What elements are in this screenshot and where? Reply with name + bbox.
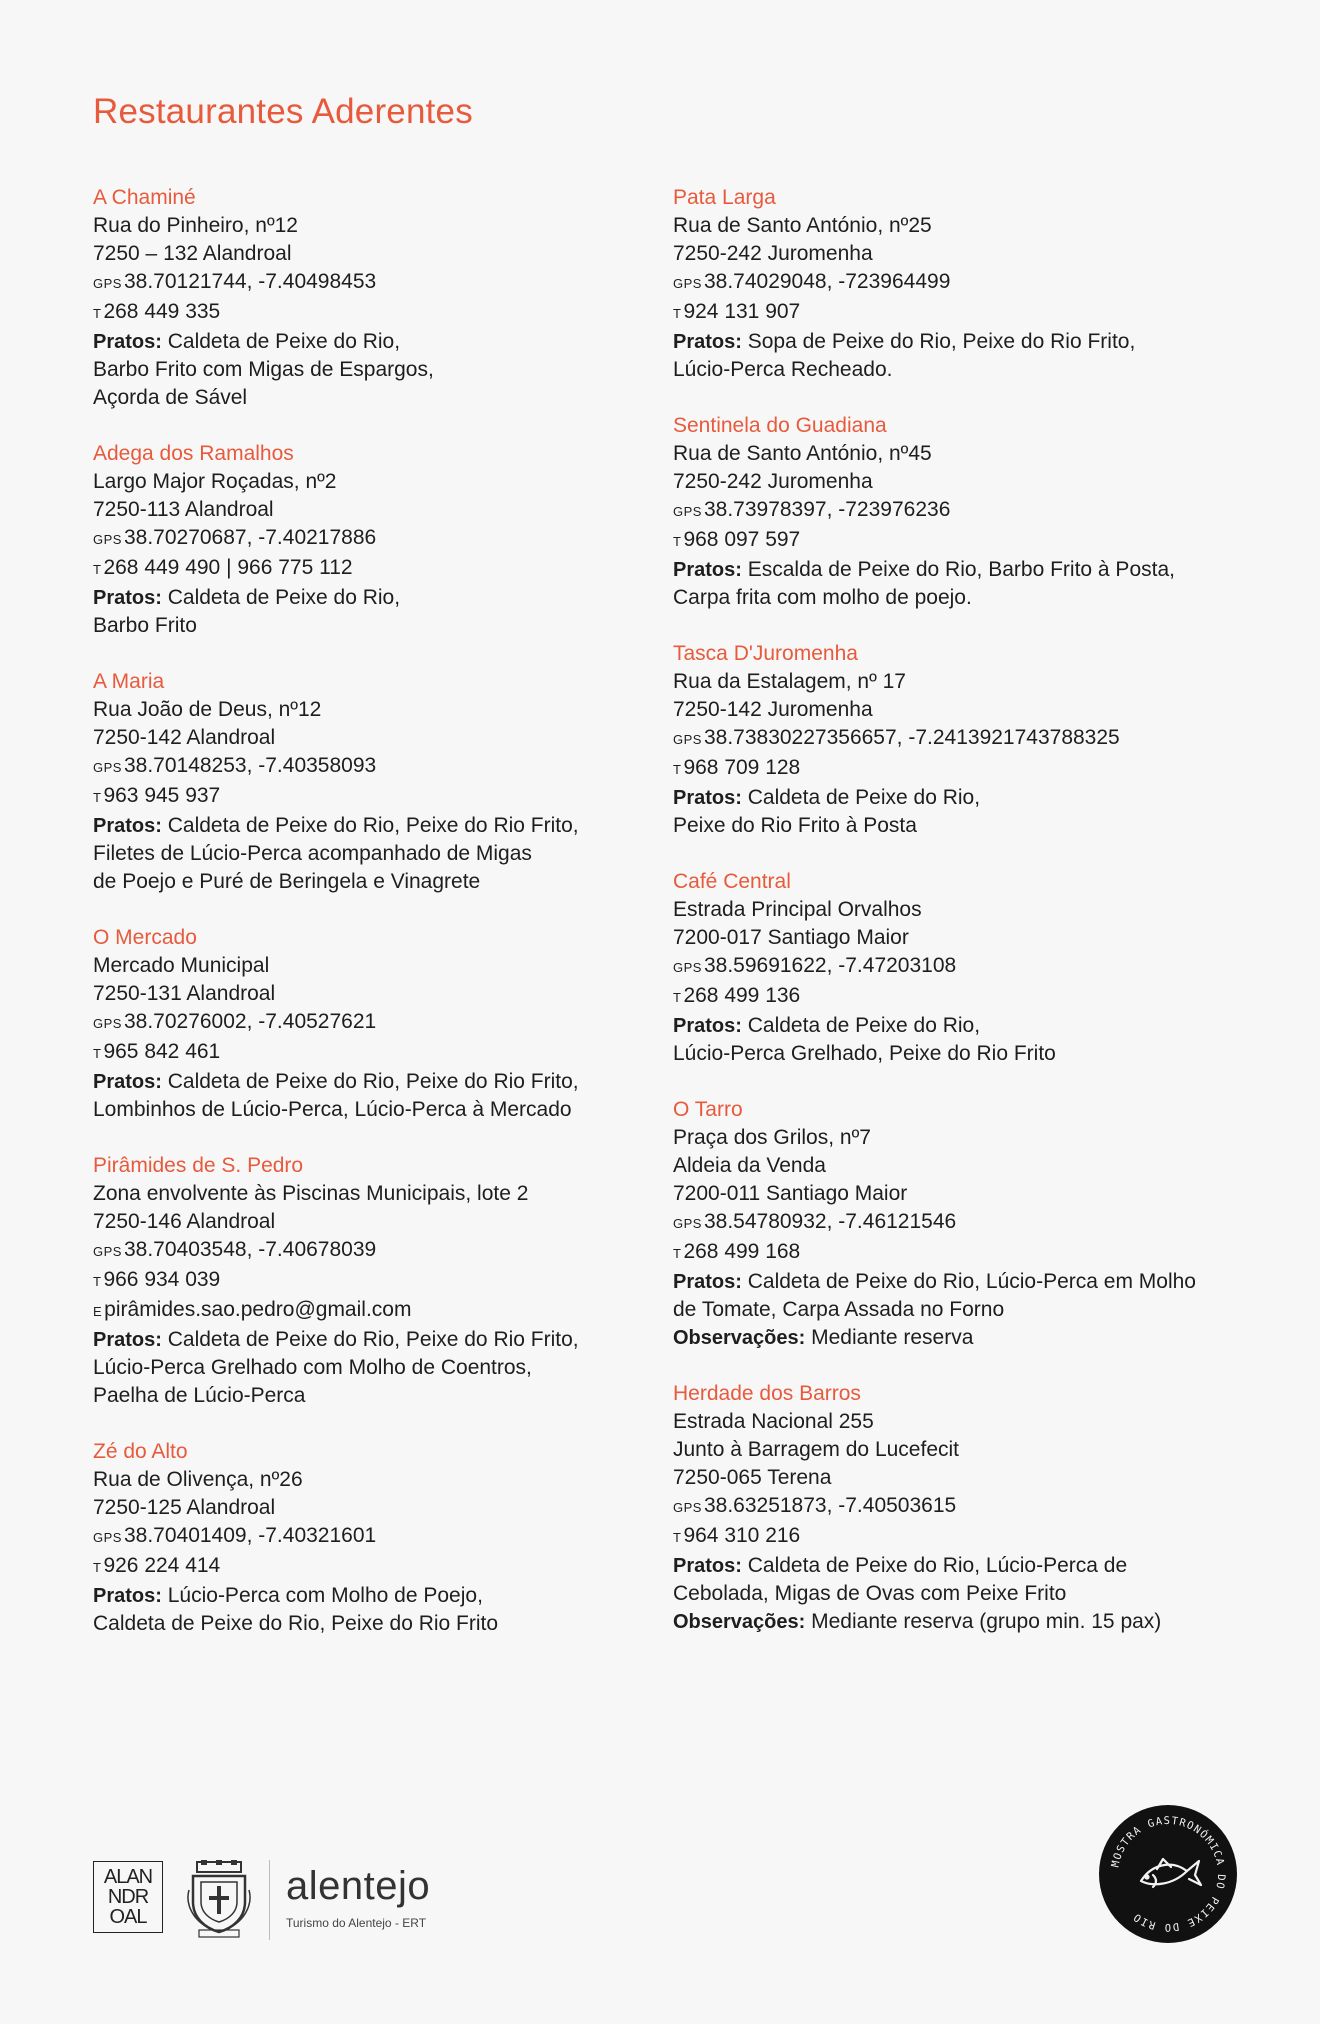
- pratos-text: Caldeta de Peixe do Rio, Peixe do Rio Frito,: [161, 1328, 579, 1351]
- address-line: Praça dos Grilos, nº7: [673, 1126, 871, 1149]
- phone-line: [673, 526, 1273, 556]
- restaurant-entry: [93, 1438, 653, 1638]
- phone-label: T: [93, 306, 102, 321]
- restaurant-entry: [93, 1152, 653, 1410]
- pratos-text: Barbo Frito com Migas de Espargos,: [93, 358, 434, 381]
- pratos-label: Pratos:: [673, 331, 742, 353]
- municipal-crest-icon: [185, 1860, 253, 1940]
- phone-value: 966 934 039: [103, 1268, 221, 1291]
- phone-value: 268 499 168: [683, 1240, 801, 1263]
- address-line: Zona envolvente às Piscinas Municipais, lote 2: [93, 1182, 529, 1205]
- phone-value: 965 842 461: [103, 1040, 221, 1063]
- pratos-line: [93, 868, 653, 896]
- alentejo-wordmark: alentejo: [286, 1864, 431, 1908]
- alentejo-subtitle: Turismo do Alentejo - ERT: [286, 1916, 427, 1930]
- gps-line: [673, 1492, 1273, 1522]
- restaurant-entry: [673, 412, 1273, 612]
- pratos-label: Pratos:: [93, 331, 162, 353]
- gps-line: [673, 724, 1273, 754]
- pratos-text: Caldeta de Peixe do Rio, Peixe do Rio Frito: [93, 1612, 499, 1635]
- pratos-label: Pratos:: [673, 787, 742, 809]
- phone-label: T: [673, 534, 682, 549]
- restaurant-name: Adega dos Ramalhos: [93, 442, 294, 465]
- address-line: 7250-142 Juromenha: [673, 698, 873, 721]
- pratos-label: Pratos:: [673, 1271, 742, 1293]
- pratos-line: [93, 840, 653, 868]
- alandroal-logo: ALAN NDR OAL: [93, 1861, 163, 1933]
- phone-line: [93, 298, 653, 328]
- pratos-line: [93, 1326, 653, 1354]
- pratos-line: [673, 556, 1273, 584]
- address-line: 7250-242 Juromenha: [673, 470, 873, 493]
- observacoes-label: Observações:: [673, 1327, 806, 1349]
- gps-value: 38.73830227356657, -7.2413921743788325: [703, 726, 1120, 749]
- pratos-text: Lombinhos de Lúcio-Perca, Lúcio-Perca à Mercado: [93, 1098, 572, 1121]
- phone-label: T: [93, 1274, 102, 1289]
- pratos-text: Caldeta de Peixe do Rio,: [741, 1014, 981, 1037]
- address-line: Rua João de Deus, nº12: [93, 698, 322, 721]
- gps-label: GPS: [93, 1530, 122, 1545]
- alentejo-logo: [286, 1864, 430, 1930]
- restaurant-entry: [673, 1096, 1273, 1352]
- address-line: 7250-131 Alandroal: [93, 982, 276, 1005]
- pratos-line: [673, 1580, 1273, 1608]
- pratos-text: Caldeta de Peixe do Rio,: [161, 586, 401, 609]
- phone-value: 964 310 216: [683, 1524, 801, 1547]
- pratos-text: Sopa de Peixe do Rio, Peixe do Rio Frito,: [741, 330, 1136, 353]
- address-line: 7250-125 Alandroal: [93, 1496, 276, 1519]
- restaurant-name: Zé do Alto: [93, 1440, 188, 1463]
- pratos-line: [93, 812, 653, 840]
- gps-line: [93, 1008, 653, 1038]
- restaurant-entry: [673, 184, 1273, 384]
- pratos-label: Pratos:: [673, 559, 742, 581]
- pratos-text: Caldeta de Peixe do Rio,: [161, 330, 401, 353]
- observacoes-line: [673, 1608, 1273, 1636]
- pratos-text: de Tomate, Carpa Assada no Forno: [673, 1298, 1005, 1321]
- email-line: [93, 1296, 653, 1326]
- restaurant-name: Café Central: [673, 870, 791, 893]
- phone-line: [93, 782, 653, 812]
- address-line: Aldeia da Venda: [673, 1154, 826, 1177]
- observacoes-label: Observações:: [673, 1611, 806, 1633]
- address-line: Mercado Municipal: [93, 954, 270, 977]
- gps-line: [93, 268, 653, 298]
- restaurant-name: Pirâmides de S. Pedro: [93, 1154, 304, 1177]
- restaurant-entry: [93, 440, 653, 640]
- restaurant-name: Tasca D'Juromenha: [673, 642, 858, 665]
- gps-label: GPS: [93, 760, 122, 775]
- gps-line: [93, 524, 653, 554]
- observacoes-text: Mediante reserva: [805, 1326, 974, 1349]
- pratos-line: [673, 584, 1273, 612]
- restaurant-entry: [673, 868, 1273, 1068]
- pratos-label: Pratos:: [93, 1585, 162, 1607]
- pratos-text: Barbo Frito: [93, 614, 197, 637]
- gps-label: GPS: [93, 532, 122, 547]
- mostra-gastronomica-badge: [1099, 1805, 1237, 1943]
- phone-label: T: [673, 990, 682, 1005]
- gps-value: 38.54780932, -7.46121546: [703, 1210, 957, 1233]
- observacoes-line: [673, 1324, 1273, 1352]
- gps-label: GPS: [673, 276, 702, 291]
- pratos-line: [673, 1552, 1273, 1580]
- gps-value: 38.70401409, -7.40321601: [123, 1524, 377, 1547]
- pratos-text: Paelha de Lúcio-Perca: [93, 1384, 306, 1407]
- pratos-text: Lúcio-Perca Recheado.: [673, 358, 893, 381]
- pratos-text: Filetes de Lúcio-Perca acompanhado de Migas: [93, 842, 532, 865]
- phone-value: 268 449 490 | 966 775 112: [103, 556, 353, 579]
- address-line: 7250-142 Alandroal: [93, 726, 276, 749]
- address-line: Rua do Pinheiro, nº12: [93, 214, 298, 237]
- pratos-text: Caldeta de Peixe do Rio, Peixe do Rio Frito,: [161, 1070, 579, 1093]
- address-line: 7250-113 Alandroal: [93, 498, 274, 521]
- pratos-text: Cebolada, Migas de Ovas com Peixe Frito: [673, 1582, 1067, 1605]
- restaurants-right-column: [673, 184, 1273, 1664]
- pratos-label: Pratos:: [673, 1555, 742, 1577]
- pratos-text: Caldeta de Peixe do Rio, Peixe do Rio Frito,: [161, 814, 579, 837]
- pratos-line: [93, 384, 653, 412]
- address-line: Rua de Santo António, nº25: [673, 214, 932, 237]
- pratos-text: Caldeta de Peixe do Rio, Lúcio-Perca em Molho: [741, 1270, 1196, 1293]
- restaurants-left-column: [93, 184, 653, 1666]
- gps-line: [93, 1522, 653, 1552]
- page-title: Restaurantes Aderentes: [93, 92, 473, 131]
- pratos-label: Pratos:: [93, 815, 162, 837]
- address-line: Estrada Nacional 255: [673, 1410, 874, 1433]
- pratos-line: [93, 328, 653, 356]
- gps-value: 38.63251873, -7.40503615: [703, 1494, 957, 1517]
- phone-value: 268 449 335: [103, 300, 221, 323]
- gps-label: GPS: [93, 1016, 122, 1031]
- restaurant-entry: [93, 184, 653, 412]
- phone-line: [93, 554, 653, 584]
- pratos-text: Caldeta de Peixe do Rio,: [741, 786, 981, 809]
- address-line: 7200-017 Santiago Maior: [673, 926, 909, 949]
- gps-line: [673, 268, 1273, 298]
- pratos-line: [93, 584, 653, 612]
- observacoes-text: Mediante reserva (grupo min. 15 pax): [805, 1610, 1162, 1633]
- address-line: Rua de Santo António, nº45: [673, 442, 932, 465]
- restaurant-name: Sentinela do Guadiana: [673, 414, 887, 437]
- pratos-label: Pratos:: [93, 587, 162, 609]
- badge-text: MOSTRA GASTRONÓMICA DO PEIXE DO RIO: [1109, 1814, 1228, 1934]
- phone-line: [673, 754, 1273, 784]
- address-line: Rua de Olivença, nº26: [93, 1468, 303, 1491]
- phone-value: 268 499 136: [683, 984, 801, 1007]
- gps-value: 38.70276002, -7.40527621: [123, 1010, 377, 1033]
- gps-line: [673, 1208, 1273, 1238]
- gps-value: 38.70403548, -7.40678039: [123, 1238, 377, 1261]
- phone-label: T: [673, 1246, 682, 1261]
- address-line: Junto à Barragem do Lucefecit: [673, 1438, 960, 1461]
- restaurant-name: O Tarro: [673, 1098, 743, 1121]
- restaurant-entry: [93, 924, 653, 1124]
- address-line: 7250 – 132 Alandroal: [93, 242, 292, 265]
- phone-value: 926 224 414: [103, 1554, 221, 1577]
- pratos-line: [673, 1040, 1273, 1068]
- pratos-line: [673, 812, 1273, 840]
- logo-divider: [269, 1860, 270, 1940]
- gps-label: GPS: [673, 960, 702, 975]
- gps-value: 38.70270687, -7.40217886: [123, 526, 377, 549]
- pratos-text: Açorda de Sável: [93, 386, 248, 409]
- gps-line: [93, 1236, 653, 1266]
- pratos-line: [93, 1382, 653, 1410]
- email-label: E: [93, 1304, 103, 1319]
- gps-label: GPS: [673, 1500, 702, 1515]
- gps-value: 38.59691622, -7.47203108: [703, 954, 957, 977]
- phone-line: [93, 1038, 653, 1068]
- pratos-line: [93, 1354, 653, 1382]
- address-line: Rua da Estalagem, nº 17: [673, 670, 906, 693]
- address-line: Largo Major Roçadas, nº2: [93, 470, 337, 493]
- gps-label: GPS: [673, 732, 702, 747]
- phone-line: [673, 982, 1273, 1012]
- phone-label: T: [673, 306, 682, 321]
- restaurant-name: A Chaminé: [93, 186, 196, 209]
- address-line: 7200-011 Santiago Maior: [673, 1182, 908, 1205]
- gps-label: GPS: [93, 1244, 122, 1259]
- pratos-line: [93, 612, 653, 640]
- gps-label: GPS: [673, 1216, 702, 1231]
- phone-line: [673, 298, 1273, 328]
- restaurant-entry: [93, 668, 653, 896]
- pratos-text: Lúcio-Perca com Molho de Poejo,: [161, 1584, 483, 1607]
- restaurant-name: A Maria: [93, 670, 165, 693]
- address-line: 7250-146 Alandroal: [93, 1210, 276, 1233]
- pratos-line: [673, 356, 1273, 384]
- phone-label: T: [93, 790, 102, 805]
- pratos-line: [673, 1012, 1273, 1040]
- phone-label: T: [93, 562, 102, 577]
- phone-value: 924 131 907: [683, 300, 801, 323]
- gps-line: [673, 496, 1273, 526]
- pratos-label: Pratos:: [673, 1015, 742, 1037]
- phone-label: T: [673, 762, 682, 777]
- address-line: 7250-065 Terena: [673, 1466, 832, 1489]
- phone-line: [673, 1238, 1273, 1268]
- pratos-text: Escalda de Peixe do Rio, Barbo Frito à Posta,: [741, 558, 1175, 581]
- email-value: pirâmides.sao.pedro@gmail.com: [104, 1298, 412, 1321]
- restaurant-entry: [673, 640, 1273, 840]
- phone-value: 963 945 937: [103, 784, 221, 807]
- pratos-line: [93, 1582, 653, 1610]
- gps-value: 38.70121744, -7.40498453: [123, 270, 377, 293]
- pratos-text: Caldeta de Peixe do Rio, Lúcio-Perca de: [741, 1554, 1128, 1577]
- gps-label: GPS: [673, 504, 702, 519]
- pratos-line: [93, 1096, 653, 1124]
- phone-line: [673, 1522, 1273, 1552]
- pratos-text: de Poejo e Puré de Beringela e Vinagrete: [93, 870, 481, 893]
- pratos-label: Pratos:: [93, 1329, 162, 1351]
- restaurant-name: O Mercado: [93, 926, 197, 949]
- pratos-line: [673, 1268, 1273, 1296]
- restaurant-entry: [673, 1380, 1273, 1636]
- pratos-line: [93, 1068, 653, 1096]
- phone-line: [93, 1266, 653, 1296]
- restaurant-name: Pata Larga: [673, 186, 776, 209]
- pratos-line: [93, 1610, 653, 1638]
- pratos-text: Carpa frita com molho de poejo.: [673, 586, 972, 609]
- pratos-line: [673, 1296, 1273, 1324]
- gps-line: [673, 952, 1273, 982]
- pratos-text: Lúcio-Perca Grelhado com Molho de Coentros,: [93, 1356, 532, 1379]
- phone-label: T: [93, 1046, 102, 1061]
- pratos-text: Lúcio-Perca Grelhado, Peixe do Rio Frito: [673, 1042, 1056, 1065]
- pratos-label: Pratos:: [93, 1071, 162, 1093]
- pratos-line: [673, 784, 1273, 812]
- gps-value: 38.73978397, -723976236: [703, 498, 951, 521]
- gps-value: 38.70148253, -7.40358093: [123, 754, 377, 777]
- gps-label: GPS: [93, 276, 122, 291]
- address-line: 7250-242 Juromenha: [673, 242, 873, 265]
- restaurant-name: Herdade dos Barros: [673, 1382, 861, 1405]
- phone-value: 968 097 597: [683, 528, 801, 551]
- phone-label: T: [93, 1560, 102, 1575]
- gps-value: 38.74029048, -723964499: [703, 270, 951, 293]
- phone-label: T: [673, 1530, 682, 1545]
- phone-line: [93, 1552, 653, 1582]
- pratos-line: [673, 328, 1273, 356]
- pratos-text: Peixe do Rio Frito à Posta: [673, 814, 917, 837]
- address-line: Estrada Principal Orvalhos: [673, 898, 922, 921]
- pratos-line: [93, 356, 653, 384]
- phone-value: 968 709 128: [683, 756, 801, 779]
- gps-line: [93, 752, 653, 782]
